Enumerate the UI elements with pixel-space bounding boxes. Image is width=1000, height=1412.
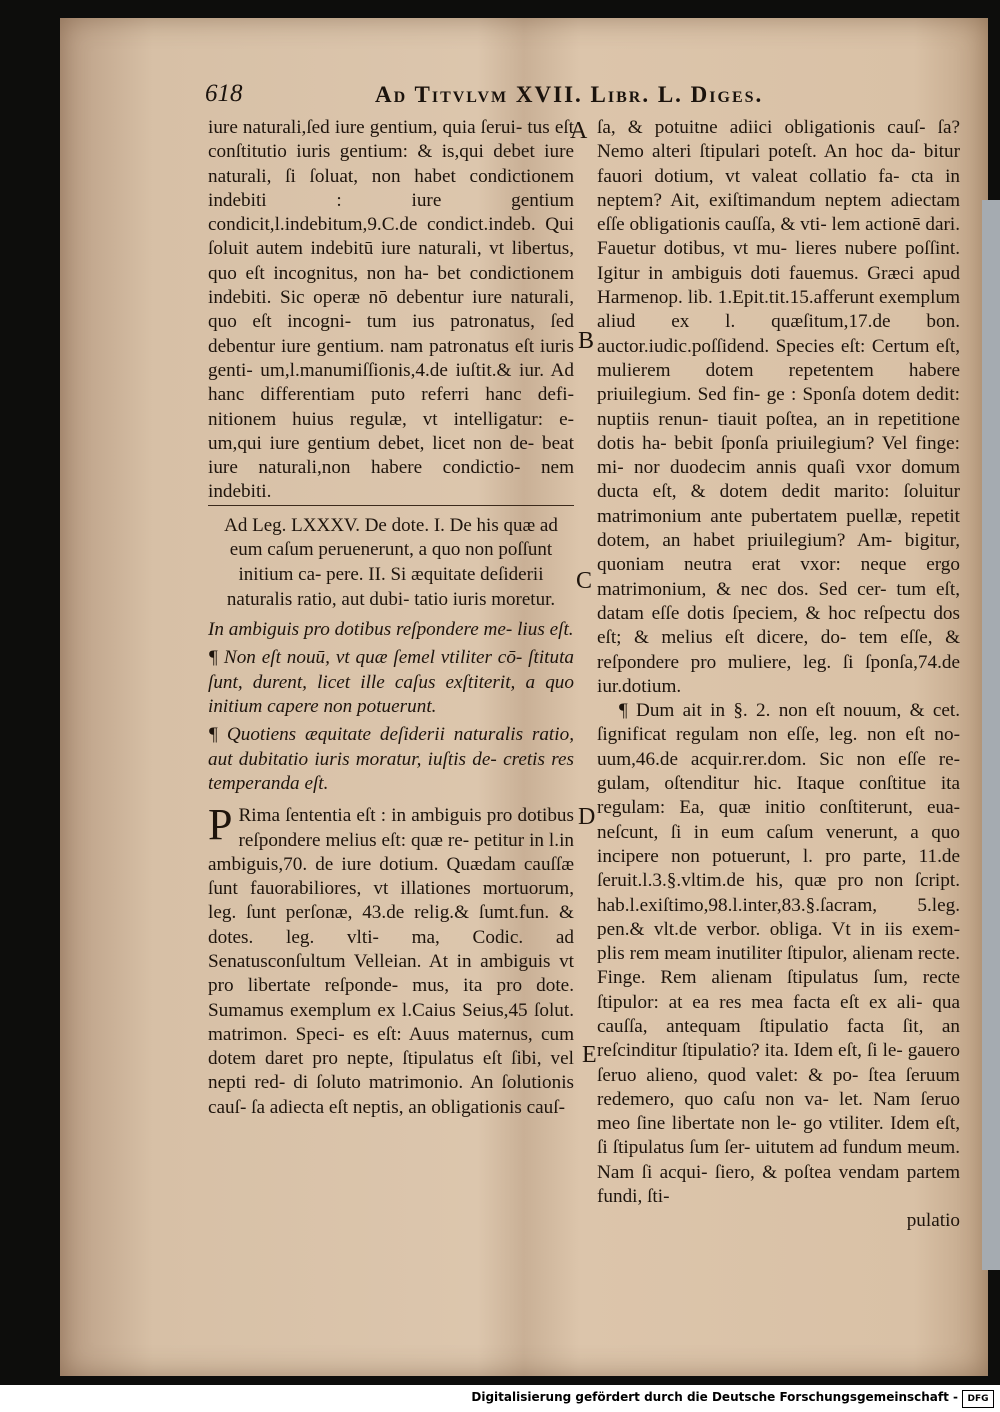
right-paragraph-1: ſa, & potuitne adiici obligationis cauſ- ſa? Nemo alteri ſtipulari poteſt. An hoc da- bitur fauori dotium, vt valeat collatio fa- cta in neptem? Ait, exiſtimandum neptem adiectam eſſe obligationis cauſſa, & vti- lem actionē dari. Fauetur dotibus, vt mu- lieres nubere poſſint. Igitur in ambiguis doti fauemus. Græci apud Harmenop. lib. 1.Epit.tit.15.afferunt exemplum aliud ex l. quæſitum,17.de bon. auctor.iudic.poſſidend. Species eſt: Certum eſt, mulierem dotem repetentem habere priuilegium. Sed fin- ge : Sponſa dotem dedit: nuptiis renun- tiauit poſtea, an in repetitione dotis ha- bebit ſponſa priuilegium? Vel finge: mi- nor duodecim annis quaſi vxor domum ducta eſt, & dotem dedit marito: ſoluitur matrimonium ante pubertatem puellæ, repetit dotem, an habet priuilegium? Am- bigitur, quoniam neutra erat vxor: neque ergo matrimonium, & nec dos. Sed cer- tum eſt, datam eſſe dotis ſpeciem, & hoc reſpectu dos eſt; & melius eſt dicere, do- tem eſſe, & reſpondere pro muliere, leg. ſi ſponſa,74.de iur.dotium. bbox=[597, 117, 960, 697]
drop-capital: P bbox=[208, 800, 233, 850]
rule-heading: Ad Leg. LXXXV. De dote. I. De his quæ ad eum caſum peruenerunt, a quo non poſſunt initium ca- pere. II. Si æquitate deſiderii naturalis ratio, aut dubi- tatio iuris moretur. bbox=[208, 505, 574, 612]
right-column bbox=[597, 116, 960, 1234]
scan-edge-strip bbox=[982, 200, 1000, 1270]
margin-marker-c: C bbox=[576, 568, 593, 594]
page-number: 618 bbox=[205, 80, 243, 107]
left-paragraph: iure naturali,ſed iure gentium, quia ſerui- tus eſt conſtitutio iuris gentium: & is,qui debet iure naturali, ſi ſoluat, non habet condictionem indebiti : iure gentium condicit,l.indebitum,9.C.de condict.indeb. Qui ſoluit autem indebitū iure naturali, vt libertus, quo eſt incognitus, non ha- bet condictionem indebiti. Sic operæ nō debentur iure naturali, quo eſt incogni- tum ius patronatus, ſed debentur iure gentium. nam patronatus eſt iuris genti- um,l.manumiſſionis,4.de iuſtit.& iur. Ad hanc differentiam puto referri hanc defi- nitionem huius regulæ, vt intelligatur: e- um,qui iure gentium debet, licet non de- beat iure naturali,non habere condictio- nem indebiti. bbox=[208, 117, 574, 503]
dfg-logo: DFG bbox=[962, 1390, 994, 1408]
commentary-paragraph bbox=[208, 800, 574, 1120]
margin-marker-b: B bbox=[578, 328, 595, 354]
lemma-3: ¶ Quotiens æquitate deſiderii naturalis ratio, aut dubitatio iuris moratur, iuſtis de- cretis res temperanda eſt. bbox=[208, 724, 574, 794]
commentary-text: Rima ſententia eſt : in ambiguis pro dotibus reſpondere melius eſt: quæ re- petitur in l.in ambiguis,70. de iure dotium. Quædam cauſſæ ſunt fauorabiliores, vt illationes mortuorum, leg. ſunt perſonæ, 43.de relig.& ſumt.fun. & dotes. leg. vlti- ma, Codic. ad Senatusconſultum Velleian. At in ambiguis vt pro libertate reſponde- mus, ita pro dote. Sumamus exemplum ex l.Caius Seius,45 ſolut. matrimon. Speci- es eſt: Auus maternus, cum dotem daret pro nepte, ſtipulatus eſt ſibi, vel nepti red- di ſoluto matrimonio. An ſolutionis cauſ- ſa adiecta eſt neptis, an obligationis cauſ- bbox=[208, 805, 574, 1118]
lemma-1: In ambiguis pro dotibus reſpondere me- lius eſt. bbox=[208, 619, 574, 641]
running-title: Ad Titvlvm XVII. Libr. L. Diges. bbox=[375, 82, 764, 107]
left-column bbox=[208, 116, 574, 1120]
right-paragraph-2: ¶ Dum ait in §. 2. non eſt nouum, & cet. ſignificat regulam non eſſe, leg. non eſt no- uum,46.de acquir.rer.dom. Sic non eſſe re- gulam, oſtenditur hic. Itaque conſtitue ita regulam: Ea, quæ initio conſtiterunt, eua- neſcunt, ſi in eum caſum venerunt, a quo incipere non potuerunt, l. pro parte, 11.de ſeruit.l.3.§.vltim.de his, quæ pro non ſcript. hab.l.exiſtimo,98.l.inter,83.§.ſacram, 5.leg. pen.& vlt.de verbor. obliga. Vt in iis exem- plis rem meam inutiliter ſtipulor, alienam recte. Finge. Rem alienam ſtipulatus ſum, recte ſtipulor: at ea res mea facta eſt ex ali- qua cauſſa, antequam ſtipulatio facta ſit, an reſcinditur ſtipulatio? ita. Idem eſt, ſi le- gauero ſeruo alieno, quod valet: & po- ſtea ſeruum redemero, quo caſu non va- let. Nam ſeruo meo ſine libertate non le- go vtiliter. Idem eſt, ſi ſtipulatus ſum ſer- uitutem ad fundum meum. Nam ſi acqui- ſiero, & poſtea vendam partem fundi, ſti- bbox=[597, 700, 960, 1208]
footer-bar bbox=[0, 1388, 1000, 1412]
margin-marker-d: D bbox=[578, 804, 596, 830]
margin-marker-a: A bbox=[570, 118, 588, 144]
funding-credit: Digitalisierung gefördert durch die Deutsche Forschungsgemeinschaft - bbox=[471, 1390, 958, 1404]
margin-marker-e: E bbox=[582, 1042, 597, 1068]
catchword: pulatio bbox=[906, 1210, 960, 1232]
lemma-2: ¶ Non eſt nouū, vt quæ ſemel vtiliter cō- ſtituta ſunt, durent, licet ille caſus exſtiterit, a quo initium capere non potuerunt. bbox=[208, 647, 574, 718]
